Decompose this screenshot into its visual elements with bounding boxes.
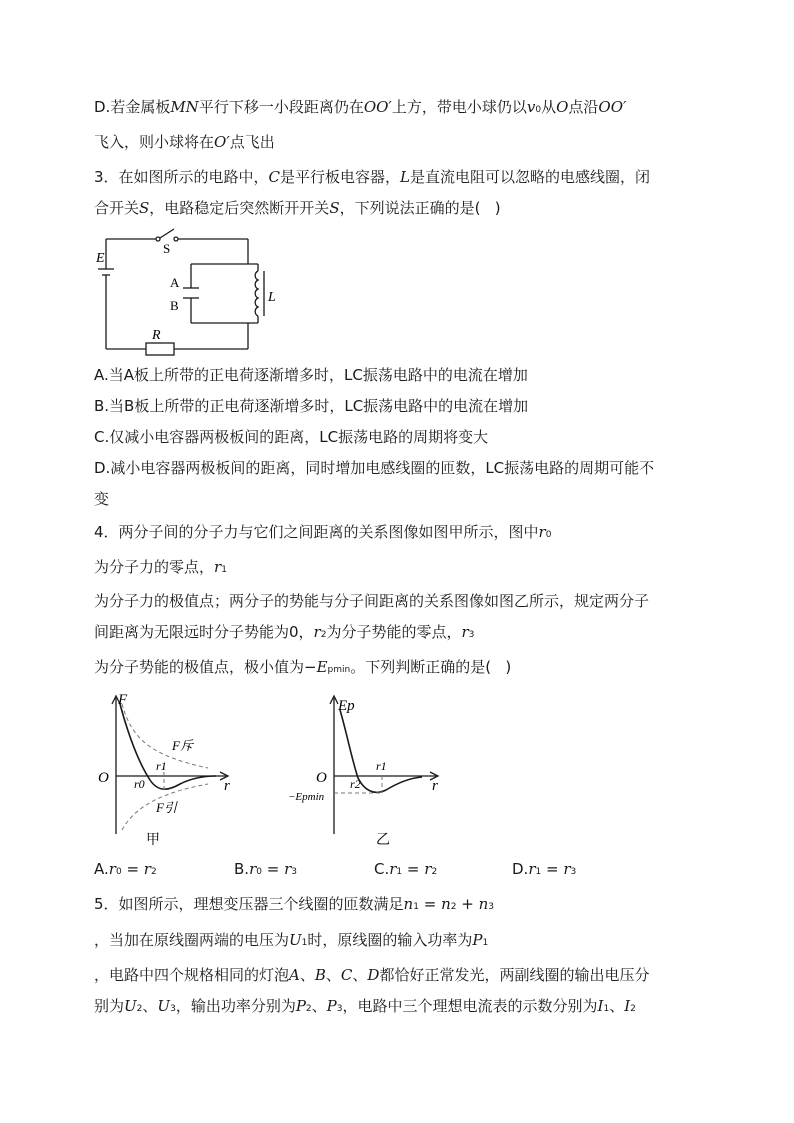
jia-y-axis: F: [118, 692, 128, 708]
q4-graph-jia: [92, 690, 242, 850]
q5-stem-line2: ，当加在原线圈两端的电压为U1时，原线圈的输入功率为P1: [94, 931, 489, 949]
q3-option-a: A.当A板上所带的正电荷逐渐增多时，LC振荡电路中的电流在增加: [94, 366, 528, 384]
jia-x-axis: r: [224, 778, 230, 794]
q2-option-d-line1: D.若金属板MN平行下移一小段距离仍在OO′上方，带电小球仍以v0从O点沿OO′: [94, 98, 627, 116]
yi-min-label: −Epmin: [288, 791, 325, 803]
q4-option-d: D.r1 = r3: [512, 860, 577, 878]
jia-extremum: r1: [156, 759, 167, 773]
q4-graph-yi: [286, 690, 446, 850]
plate-b-label: B: [170, 298, 179, 313]
switch-label: S: [163, 241, 171, 256]
jia-origin: O: [98, 770, 109, 786]
q3-option-c: C.仅减小电容器两极板间的距离，LC振荡电路的周期将变大: [94, 428, 489, 446]
q4-stem-line4: 间距离为无限远时分子势能为0，r2为分子势能的零点，r3: [94, 623, 475, 641]
inductor-label: L: [268, 290, 276, 305]
q5-stem-line3: ，电路中四个规格相同的灯泡A、B、C、D都恰好正常发光，两副线圈的输出电压分: [94, 966, 650, 984]
yi-y-axis: Ep: [338, 698, 355, 714]
q3-stem-line1: 3．在如图所示的电路中，C是平行板电容器，L是直流电阻可以忽略的电感线圈，闭: [94, 168, 651, 186]
q3-option-b: B.当B板上所带的正电荷逐渐增多时，LC振荡电路中的电流在增加: [94, 397, 529, 415]
jia-caption: 甲: [146, 833, 160, 848]
q3-stem-line2: 合开关S，电路稳定后突然断开开关S，下列说法正确的是( ): [94, 199, 501, 217]
yi-x-axis: r: [432, 778, 438, 794]
q4-stem-line2: 为分子力的零点，r1: [94, 558, 227, 576]
yi-zero-point: r2: [350, 777, 361, 791]
jia-attraction: F引: [156, 800, 177, 815]
q4-stem-line5: 为分子势能的极值点，极小值为−Epmin。下列判断正确的是( ): [94, 658, 512, 676]
yi-caption: 乙: [376, 833, 390, 848]
yi-extremum: r1: [376, 759, 387, 773]
q5-stem-line4: 别为U2、U3，输出功率分别为P2、P3，电路中三个理想电流表的示数分别为I1、I2: [94, 997, 636, 1015]
q2-option-d-line2: 飞入，则小球将在O′点飞出: [94, 133, 275, 151]
jia-repulsion: F斥: [172, 738, 193, 753]
q3-option-d: D.减小电容器两极板间的距离，同时增加电感线圈的匝数，LC振荡电路的周期可能不: [94, 459, 655, 477]
resistor-label: R: [152, 328, 161, 343]
q4-option-a: A.r0 = r2: [94, 860, 157, 878]
q4-option-c: C.r1 = r2: [374, 860, 438, 878]
source-label: E: [96, 251, 105, 266]
plate-a-label: A: [170, 275, 180, 290]
yi-origin: O: [316, 770, 327, 786]
q4-option-b: B.r0 = r3: [234, 860, 297, 878]
q4-stem-line1: 4．两分子间的分子力与它们之间距离的关系图像如图甲所示，图中r0: [94, 523, 552, 541]
q4-stem-line3: 为分子力的极值点；两分子的势能与分子间距离的关系图像如图乙所示，规定两分子: [94, 592, 650, 610]
q5-stem-line1: 5．如图所示，理想变压器三个线圈的匝数满足n1 = n2 + n3: [94, 895, 494, 913]
jia-zero-point: r0: [134, 777, 145, 791]
q3-circuit-diagram: [92, 225, 282, 365]
q3-option-d-cont: 变: [94, 490, 110, 508]
